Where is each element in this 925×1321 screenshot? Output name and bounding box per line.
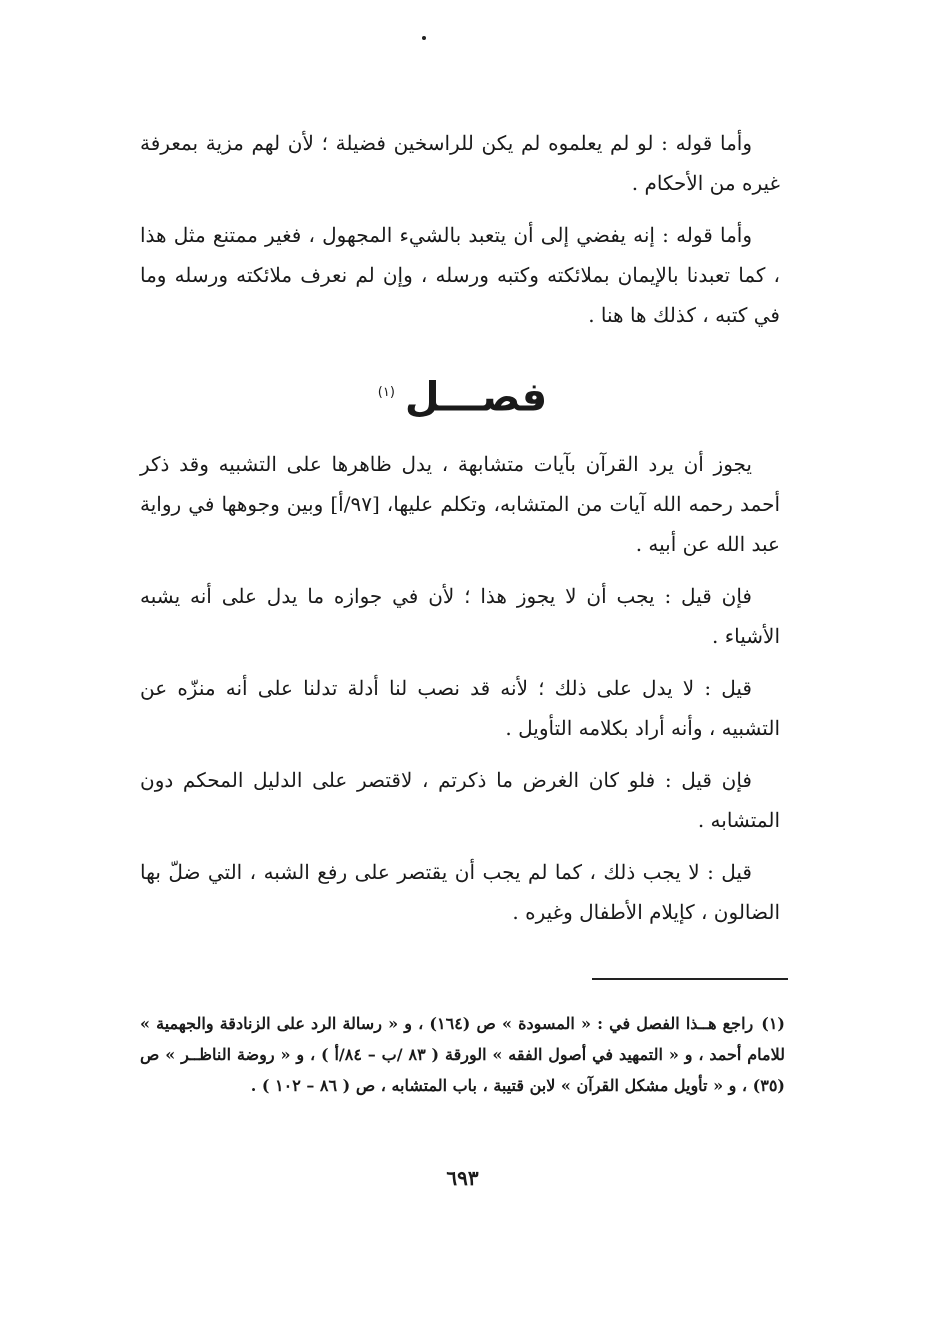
scan-speck: [422, 36, 426, 40]
footnote-text: راجع هــذا الفصل في : « المسودة » ص (١٦٤) ، و « رسالة الرد على الزنادقة والجهمية » للامام أحمد ، و « التمهيد في أصول الفقه » الورقة ( ٨٣ /ب – ٨٤/أ ) ، و « روضة الناظــر » ص (٣٥) ، و « تأويل مشكل القرآن » لابن قتيبة ، باب المتشابه ، ص ( ٨٦ – ١٠٢ ) .: [140, 1014, 786, 1095]
paragraph-1: وأما قوله : لو لم يعلموه لم يكن للراسخين فضيلة ؛ لأن لهم مزية بمعرفة غيره من الأحكام .: [140, 131, 780, 195]
page-number: ٦٩٣: [446, 1166, 479, 1190]
section-body: [140, 444, 780, 932]
footnote: [140, 1008, 785, 1101]
section-heading-title: فصـــل: [404, 374, 548, 421]
footnote-reference: (١): [377, 385, 395, 400]
section-paragraph-5: قيل : لا يجب ذلك ، كما لم يجب أن يقتصر على رفع الشبه ، التي ضلّ بها الضالون ، كإيلام الأطفال وغيره .: [140, 860, 780, 924]
section-paragraph-3: قيل : لا يدل على ذلك ؛ لأنه قد نصب لنا أدلة تدلنا على أنه منزّه عن التشبيه ، وأنه أراد بكلامه التأويل .: [140, 676, 780, 740]
footnote-separator: [592, 978, 788, 980]
section-paragraph-4: فإن قيل : فلو كان الغرض ما ذكرتم ، لاقتصر على الدليل المحكم دون المتشابه .: [140, 768, 780, 832]
footnote-number: (١): [761, 1014, 785, 1033]
section-heading: [300, 364, 625, 426]
intro-text: [140, 123, 780, 335]
section-paragraph-1: يجوز أن يرد القرآن بآيات متشابهة ، يدل ظاهرها على التشبيه وقد ذكر أحمد رحمه الله آيات من المتشابه، وتكلم عليها، [٩٧/أ] وبين وجوهها في رواية عبد الله عن أبيه .: [140, 452, 780, 556]
paragraph-2: وأما قوله : إنه يفضي إلى أن يتعبد بالشيء المجهول ، فغير ممتنع مثل هذا ، كما تعبدنا بالإيمان بملائكته وكتبه ورسله ، وإن لم نعرف ملائكته ورسله وما في كتبه ، كذلك ها هنا .: [140, 223, 780, 327]
section-paragraph-2: فإن قيل : يجب أن لا يجوز هذا ؛ لأن في جوازه ما يدل على أنه يشبه الأشياء .: [140, 584, 780, 648]
